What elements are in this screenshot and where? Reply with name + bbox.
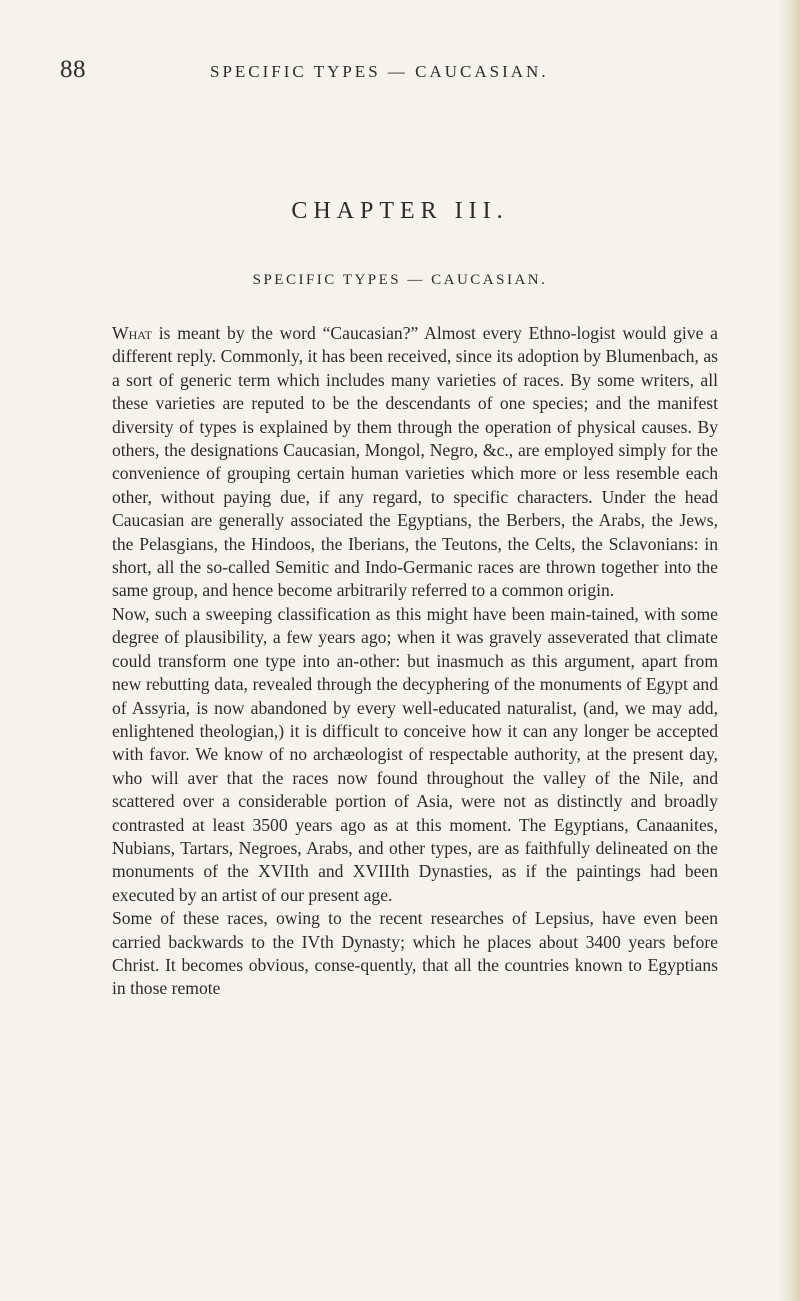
page-edge-shadow	[778, 0, 800, 1301]
page-number: 88	[60, 56, 86, 83]
paragraph-text: is meant by the word “Caucasian?” Almost every Ethno-logist would give a different reply. Commonly, it has been received, since its adoption by Blumenbach, as a sort of generic term which includes many varieties of races. By some writers, all these varieties are reputed to be the descendants of one species; and the manifest diversity of types is explained by them through the operation of physical causes. By others, the designations Caucasian, Mongol, Negro, &c., are employed simply for the convenience of grouping certain human varieties which more or less resemble each other, without paying due, if any regard, to specific characters. Under the head Caucasian are generally associated the Egyptians, the Berbers, the Arabs, the Jews, the Pelasgians, the Hindoos, the Iberians, the Teutons, the Celts, the Sclavonians: in short, all the so-called Semitic and Indo-Germanic races are thrown together into the same group, and hence become arbitrarily referred to a common origin.	[112, 323, 718, 601]
paragraph-text: Now, such a sweeping classification as this might have been main-tained, with some degree of plausibility, a few years ago; when it was gravely asseverated that climate could transform one type into an-other: but inasmuch as this argument, apart from new rebutting data, revealed through the decyphering of the monuments of Egypt and of Assyria, is now abandoned by every well-educated naturalist, (and, we may add, enlightened theologian,) it is difficult to conceive how it can any longer be accepted with favor. We know of no archæologist of respectable authority, at the present day, who will aver that the races now found throughout the valley of the Nile, and scattered over a considerable portion of Asia, were not as distinctly and broadly contrasted at least 3500 years ago as at this moment. The Egyptians, Canaanites, Nubians, Tartars, Negroes, Arabs, and other types, are as faithfully delineated on the monuments of the XVIIth and XVIIIth Dynasties, as if the paintings had been executed by an artist of our present age.	[112, 603, 718, 905]
chapter-heading: CHAPTER III.	[291, 198, 509, 224]
paragraph-2	[112, 603, 718, 907]
paragraph-lead-word: What	[112, 323, 152, 343]
paragraph-3	[112, 907, 718, 1001]
body-text	[112, 322, 718, 1001]
paragraph-1	[112, 322, 718, 603]
running-head	[60, 56, 720, 86]
running-title: SPECIFIC TYPES — CAUCASIAN.	[210, 62, 549, 81]
section-title: SPECIFIC TYPES — CAUCASIAN.	[252, 272, 548, 288]
paragraph-text: Some of these races, owing to the recent researches of Lepsius, have even been carried backwards to the IVth Dynasty; which he places about 3400 years before Christ. It becomes obvious, conse-quently, that all the countries known to Egyptians in those remote	[112, 908, 718, 999]
